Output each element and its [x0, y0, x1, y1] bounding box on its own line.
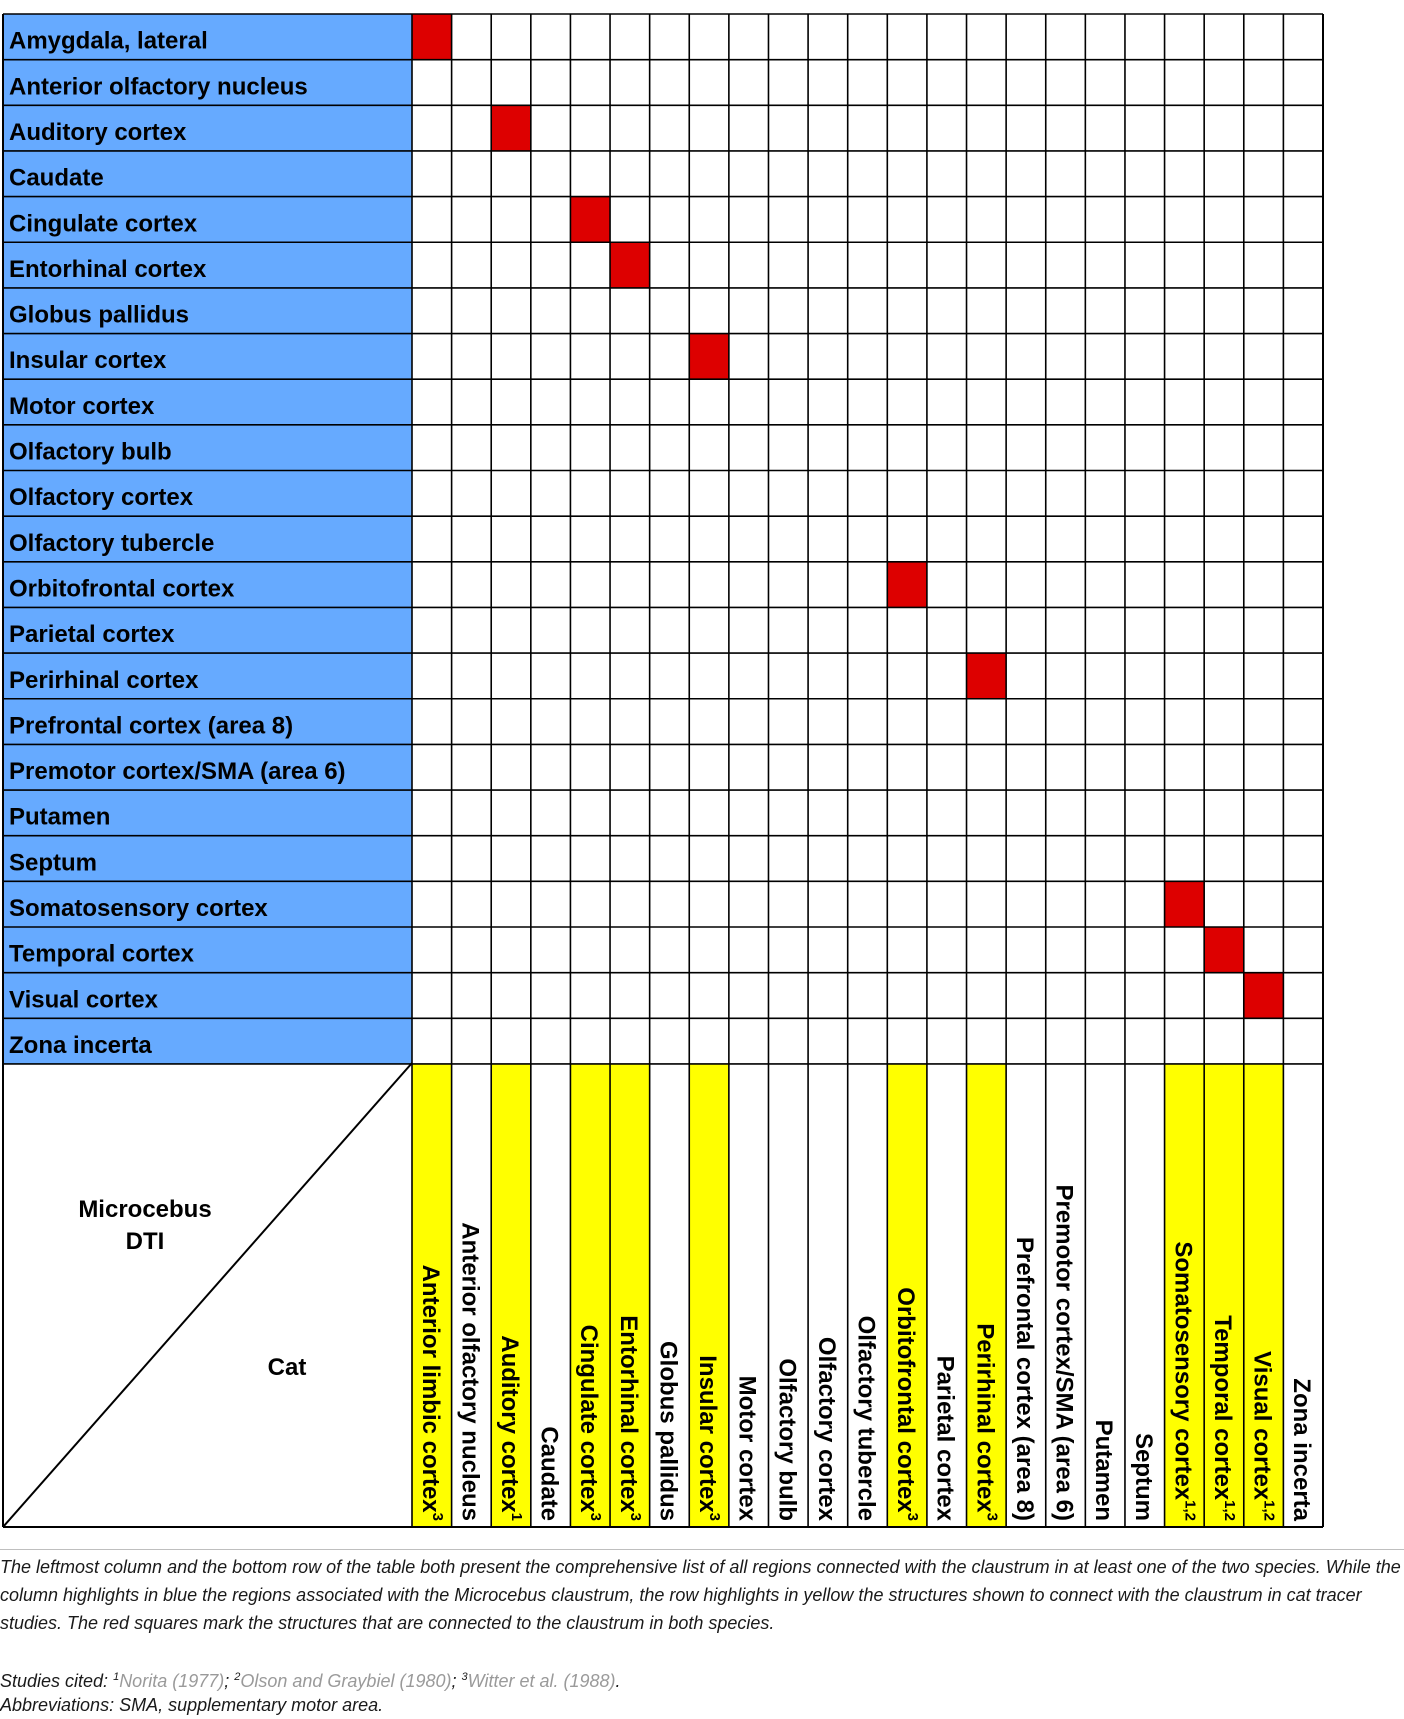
col-label: Zona incerta — [1288, 1378, 1316, 1521]
row-label: Prefrontal cortex (area 8) — [9, 712, 294, 740]
col-label: Anterior limbic cortex$^3$ — [416, 1264, 446, 1521]
col-label-sup: 3 — [428, 1512, 446, 1521]
col-label: Insular cortex$^3$ — [694, 1355, 724, 1521]
row-label: Cingulate cortex — [9, 210, 198, 238]
both-species-cell — [570, 197, 610, 243]
row-label: Parietal cortex — [9, 621, 175, 649]
row-label: Somatosensory cortex — [9, 895, 268, 922]
row-label: Auditory cortex — [9, 118, 187, 146]
col-label: Globus pallidus — [654, 1340, 682, 1521]
row-label: Olfactory tubercle — [9, 529, 215, 557]
col-label: Entorhinal cortex$^3$ — [614, 1315, 644, 1521]
col-label-sup: 3 — [983, 1512, 1001, 1521]
col-label: Perirhinal cortex$^3$ — [971, 1323, 1001, 1521]
col-label: Somatosensory cortex$^{1,2}$ — [1169, 1241, 1199, 1521]
row-label: Anterior olfactory nucleus — [9, 73, 308, 101]
col-label: Septum — [1129, 1432, 1157, 1521]
col-label-sup: 3 — [706, 1512, 724, 1521]
col-label-sup: 1,2 — [1260, 1500, 1278, 1521]
col-label: Parietal cortex — [931, 1355, 959, 1521]
col-label: Olfactory cortex — [812, 1336, 840, 1521]
col-label: Auditory cortex$^1$ — [496, 1335, 526, 1521]
row-label: Orbitofrontal cortex — [9, 575, 235, 603]
cite-2[interactable]: Olson and Graybiel (1980) — [240, 1671, 452, 1691]
studies-prefix: Studies cited: — [0, 1671, 114, 1691]
corner-label-microcebus: Microcebus — [78, 1196, 212, 1223]
col-label-sup: 3 — [626, 1512, 644, 1521]
cite-1[interactable]: Norita (1977) — [119, 1671, 225, 1691]
corner-label-cat: Cat — [267, 1354, 307, 1381]
col-label: Olfactory bulb — [773, 1358, 801, 1521]
col-label-sup: 3 — [904, 1512, 922, 1521]
both-species-cell — [491, 105, 531, 151]
row-label: Zona incerta — [9, 1031, 152, 1059]
row-label: Insular cortex — [9, 347, 167, 375]
caption-divider — [0, 1549, 1404, 1550]
both-species-cell — [1204, 927, 1244, 973]
both-species-cell — [412, 14, 452, 60]
col-label: Anterior olfactory nucleus — [456, 1222, 484, 1521]
col-label: Putamen — [1090, 1419, 1118, 1521]
row-label: Visual cortex — [9, 986, 158, 1014]
row-label: Motor cortex — [9, 392, 155, 420]
col-label: Olfactory tubercle — [852, 1315, 880, 1521]
col-label: Premotor cortex/SMA (area 6) — [1050, 1184, 1078, 1521]
col-label: Temporal cortex$^{1,2}$ — [1208, 1315, 1238, 1521]
cite-sep-2: ; — [451, 1671, 462, 1691]
both-species-cell — [610, 242, 650, 288]
both-species-cell — [689, 334, 729, 380]
row-label: Amygdala, lateral — [9, 27, 208, 55]
row-label: Entorhinal cortex — [9, 255, 207, 283]
row-label: Globus pallidus — [9, 301, 190, 329]
cite-1-sup: 1 — [113, 1671, 120, 1683]
cite-sep-1: ; — [224, 1671, 235, 1691]
corner-label-dti: DTI — [125, 1228, 165, 1255]
row-label: Premotor cortex/SMA (area 6) — [9, 758, 346, 786]
row-label: Caudate — [9, 164, 104, 192]
cite-3[interactable]: Witter et al. (1988) — [467, 1671, 616, 1691]
both-species-cell — [887, 562, 927, 608]
col-label: Prefrontal cortex (area 8) — [1010, 1236, 1038, 1521]
row-label: Septum — [9, 849, 98, 877]
row-label: Olfactory cortex — [9, 484, 194, 512]
col-label-sup: 1,2 — [1220, 1500, 1238, 1521]
col-label-sup: 1 — [508, 1512, 526, 1521]
caption-main-text: The leftmost column and the bottom row of the table both present the comprehensive list of all regions connected with the claustrum in at least one of the two species. While the column highlights in blue the regions associated with the Microcebus claustrum, the row highlights in yellow the structures shown to connect with the claustrum in cat tracer studies. The red squares mark the structures that are connected to the claustrum in both species. — [0, 1557, 1401, 1633]
row-label: Olfactory bulb — [9, 438, 172, 466]
both-species-cell — [967, 653, 1007, 699]
col-label-sup: 3 — [587, 1512, 605, 1521]
both-species-cell — [1165, 881, 1205, 927]
row-label: Putamen — [9, 803, 111, 831]
corner-diagonal — [3, 1063, 412, 1527]
col-label-sup: 1,2 — [1181, 1500, 1199, 1521]
both-species-cell — [1244, 973, 1284, 1019]
col-label: Visual cortex$^{1,2}$ — [1248, 1351, 1278, 1521]
col-label: Caudate — [535, 1426, 563, 1521]
col-label: Cingulate cortex$^3$ — [575, 1324, 605, 1521]
col-label: Motor cortex — [733, 1375, 761, 1521]
row-label: Temporal cortex — [9, 940, 194, 968]
row-label: Perirhinal cortex — [9, 666, 199, 694]
caption-abbreviations: Abbreviations: SMA, supplementary motor area. — [0, 1695, 384, 1715]
cite-end: . — [615, 1671, 621, 1691]
col-label: Orbitofrontal cortex$^3$ — [892, 1287, 922, 1521]
cite-2-sup: 2 — [234, 1671, 241, 1683]
cite-3-sup: 3 — [461, 1671, 468, 1683]
